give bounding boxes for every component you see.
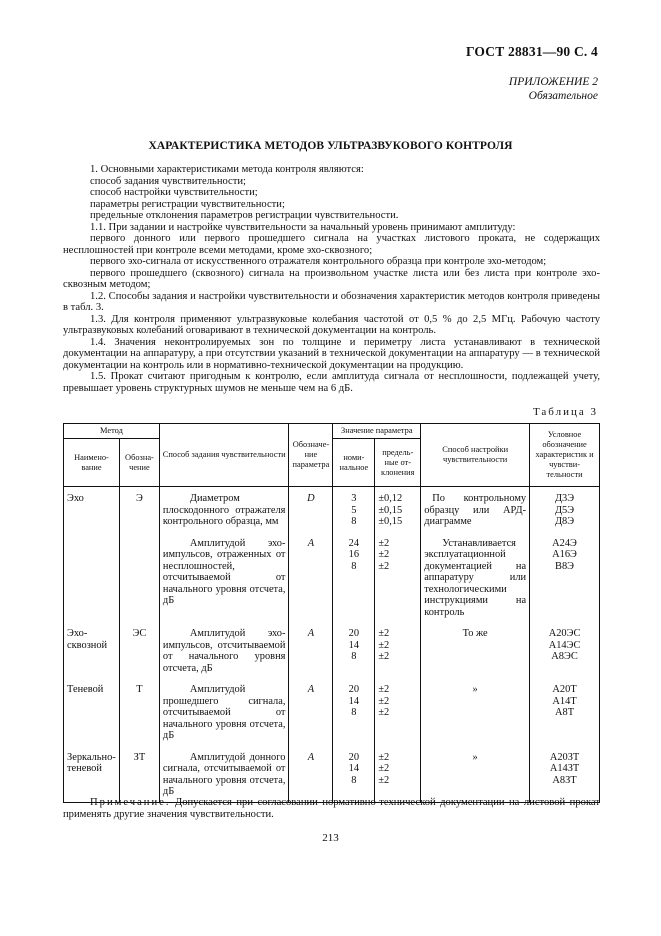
method-name: [64, 528, 120, 619]
method-code: Т: [119, 674, 159, 742]
header-limit-deviation: предель-ные от-клонения: [375, 439, 421, 487]
table-row: [64, 487, 600, 528]
body-text: [63, 164, 600, 394]
designation-code: А8Т: [555, 707, 575, 718]
designation-code: А8ЗТ: [552, 774, 577, 786]
conditional-designations: [530, 487, 600, 528]
parameter-designation: A: [289, 618, 333, 674]
sensitivity-method: Диаметром плоскодонного отражателя контрольного образца, мм: [159, 487, 289, 528]
designation-code: А16Э: [552, 549, 577, 560]
paragraph: 1.2. Способы задания и настройки чувствительности и обозначения характеристик методов контроля приведены в табл. 3.: [63, 290, 600, 313]
method-code: [119, 528, 159, 619]
deviation-value: ±2: [378, 537, 390, 549]
designation-code: А20ЗТ: [549, 751, 580, 763]
header-nominal: номи-нальное: [333, 439, 375, 487]
deviation-value: ±2: [378, 549, 390, 560]
designation-code: Д3Э: [554, 493, 575, 504]
note-label: Примечание.: [90, 797, 171, 808]
nominal-value: 24: [348, 537, 360, 549]
table-row: [64, 528, 600, 619]
deviation-value: ±0,12: [378, 493, 403, 504]
paragraph: первого эхо-сигнала от искусственного отражателя контрольного образца при контроле эхо-методом;: [90, 256, 547, 267]
nominal-value: 20: [348, 751, 360, 763]
table-note: [63, 797, 600, 821]
header-parameter-designation: Обозначе-ние параметра: [289, 424, 333, 487]
method-name: Зеркально-теневой: [64, 742, 120, 803]
designation-code: А14ЗТ: [549, 763, 580, 774]
sensitivity-method: Амплитудой донного сигнала, отсчитываемой от начального уровня отсчета, дБ: [159, 742, 289, 803]
paragraph: 1.5. Прокат считают пригодным к контролю, если амплитуда сигнала от несплошности, подлежащей учету, превышает уровень структурных шумов не меньше чем на 6 дБ.: [63, 371, 600, 394]
paragraph: 1.4. Значения неконтролируемых зон по толщине и периметру листа устанавливают в технической документации на аппаратуру, а при отсутствии указаний в технической документации на аппаратуру — в технической документации на контроль или в нормативно-технической документации на продукцию.: [63, 336, 600, 371]
sensitivity-method: Амплитудой эхо-импульсов, отраженных от несплошностей, отсчитываемой от начального уровня отсчета, дБ: [159, 528, 289, 619]
nominal-value: 20: [348, 628, 360, 639]
designation-code: А20ЭС: [548, 628, 581, 639]
nominal-values: [333, 487, 375, 528]
tuning-method: »: [421, 742, 530, 803]
nominal-value: 5: [351, 504, 357, 516]
nominal-values: [333, 742, 375, 803]
nominal-value: 20: [348, 684, 360, 695]
conditional-designations: [530, 674, 600, 742]
parameter-designation: A: [289, 674, 333, 742]
deviation-value: ±2: [378, 763, 390, 774]
appendix-status: Обязательное: [528, 90, 598, 102]
designation-code: А8ЭС: [551, 651, 578, 662]
paragraph: 1.3. Для контроля применяют ультразвуковые колебания частотой от 0,5 % до 2,5 МГц. Рабочую частоту ультразвуковых колебаний оговаривают в технической документации на контроль.: [63, 313, 600, 336]
header-method: Метод: [64, 424, 160, 439]
paragraph: 1.1. При задании и настройке чувствительности за начальный уровень принимают амплитуду:: [90, 221, 516, 233]
deviation-values: [375, 487, 421, 528]
designation-code: А14Т: [552, 695, 577, 707]
designation-code: Д5Э: [554, 504, 575, 516]
method-name: Эхо: [64, 487, 120, 528]
nominal-values: [333, 674, 375, 742]
paragraph: параметры регистрации чувствительности;: [90, 198, 285, 210]
nominal-value: 8: [351, 560, 357, 572]
nominal-value: 3: [351, 493, 357, 504]
deviation-values: [375, 674, 421, 742]
deviation-values: [375, 742, 421, 803]
designation-code: А14ЭС: [548, 639, 581, 651]
deviation-value: ±0,15: [378, 516, 403, 527]
nominal-value: 14: [348, 695, 360, 707]
method-name: Эхо-сквозной: [64, 618, 120, 674]
header-sensitivity-method: Способ задания чувствительности: [159, 424, 289, 487]
parameter-designation: D: [289, 487, 333, 528]
header-designation: Обозна-чение: [119, 439, 159, 487]
paragraph: предельные отклонения параметров регистрации чувствительности.: [90, 210, 399, 221]
nominal-value: 14: [348, 639, 360, 651]
deviation-value: ±2: [378, 560, 390, 572]
table-label: Таблица 3: [532, 406, 598, 418]
conditional-designations: [530, 618, 600, 674]
designation-code: Д8Э: [554, 516, 575, 527]
designation-code: А24Э: [552, 537, 577, 549]
appendix-title: ПРИЛОЖЕНИЕ 2: [508, 76, 598, 88]
page-number: 213: [322, 832, 339, 844]
method-code: ЭС: [119, 618, 159, 674]
note-text: Допускается при согласовании нормативно-технической документации на листовой прокат применять другие значения чувствительности.: [63, 797, 600, 820]
tuning-method: То же: [421, 618, 530, 674]
section-title: ХАРАКТЕРИСТИКА МЕТОДОВ УЛЬТРАЗВУКОВОГО КОНТРОЛЯ: [148, 140, 513, 152]
table-row: [64, 674, 600, 742]
tuning-method: По контрольному образцу или АРД-диаграмме: [421, 487, 530, 528]
nominal-value: 8: [351, 774, 357, 786]
method-code: Э: [119, 487, 159, 528]
nominal-values: [333, 618, 375, 674]
table-row: [64, 742, 600, 803]
nominal-value: 8: [351, 651, 357, 662]
deviation-value: ±2: [378, 774, 390, 786]
deviation-value: ±2: [378, 751, 390, 763]
tuning-method: »: [421, 674, 530, 742]
parameter-designation: A: [289, 528, 333, 619]
document-id: ГОСТ 28831—90 С. 4: [465, 44, 598, 59]
deviation-value: ±2: [378, 639, 390, 651]
paragraph: 1. Основными характеристиками метода контроля являются:: [90, 164, 364, 175]
deviation-value: ±2: [378, 684, 390, 695]
nominal-value: 8: [351, 707, 357, 718]
nominal-value: 16: [348, 549, 360, 560]
methods-table: [63, 423, 600, 803]
header-conditional-designation: Условное обозначение характеристик и чувстви-тельности: [530, 424, 600, 487]
method-code: ЗТ: [119, 742, 159, 803]
tuning-method: Устанавливается эксплуатационной документацией на аппаратуру или технологическими инструкциями на контроль: [421, 528, 530, 619]
header-tuning-method: Способ настройки чувствительности: [421, 424, 530, 487]
paragraph: способ настройки чувствительности;: [90, 187, 258, 198]
appendix-label: [509, 75, 598, 103]
deviation-value: ±2: [378, 651, 390, 662]
deviation-value: ±2: [378, 628, 390, 639]
deviation-value: ±2: [378, 707, 390, 718]
deviation-values: [375, 528, 421, 619]
paragraph: первого донного или первого прошедшего сигнала на участках листового проката, не содержащих несплошностей при контроле всеми методами, кроме эхо-сквозного;: [63, 233, 600, 256]
deviation-value: ±2: [378, 695, 390, 707]
header-parameter-value: Значение параметра: [333, 424, 421, 439]
paragraph: первого прошедшего (сквозного) сигнала на произвольном участке листа или без листа при контроле эхо-сквозным методом;: [63, 267, 600, 290]
conditional-designations: [530, 528, 600, 619]
paragraph: способ задания чувствительности;: [90, 175, 246, 187]
parameter-designation: A: [289, 742, 333, 803]
deviation-value: ±0,15: [378, 504, 403, 516]
table-row: [64, 618, 600, 674]
header-name: Наимено-вание: [64, 439, 120, 487]
sensitivity-method: Амплитудой эхо-импульсов, отсчитываемой от начального уровня отсчета, дБ: [159, 618, 289, 674]
conditional-designations: [530, 742, 600, 803]
nominal-value: 14: [348, 763, 360, 774]
designation-code: В8Э: [555, 560, 575, 572]
deviation-values: [375, 618, 421, 674]
sensitivity-method: Амплитудой прошедшего сигнала, отсчитываемой от начального уровня отсчета, дБ: [159, 674, 289, 742]
method-name: Теневой: [64, 674, 120, 742]
nominal-value: 8: [351, 516, 357, 527]
nominal-values: [333, 528, 375, 619]
designation-code: А20Т: [552, 684, 577, 695]
